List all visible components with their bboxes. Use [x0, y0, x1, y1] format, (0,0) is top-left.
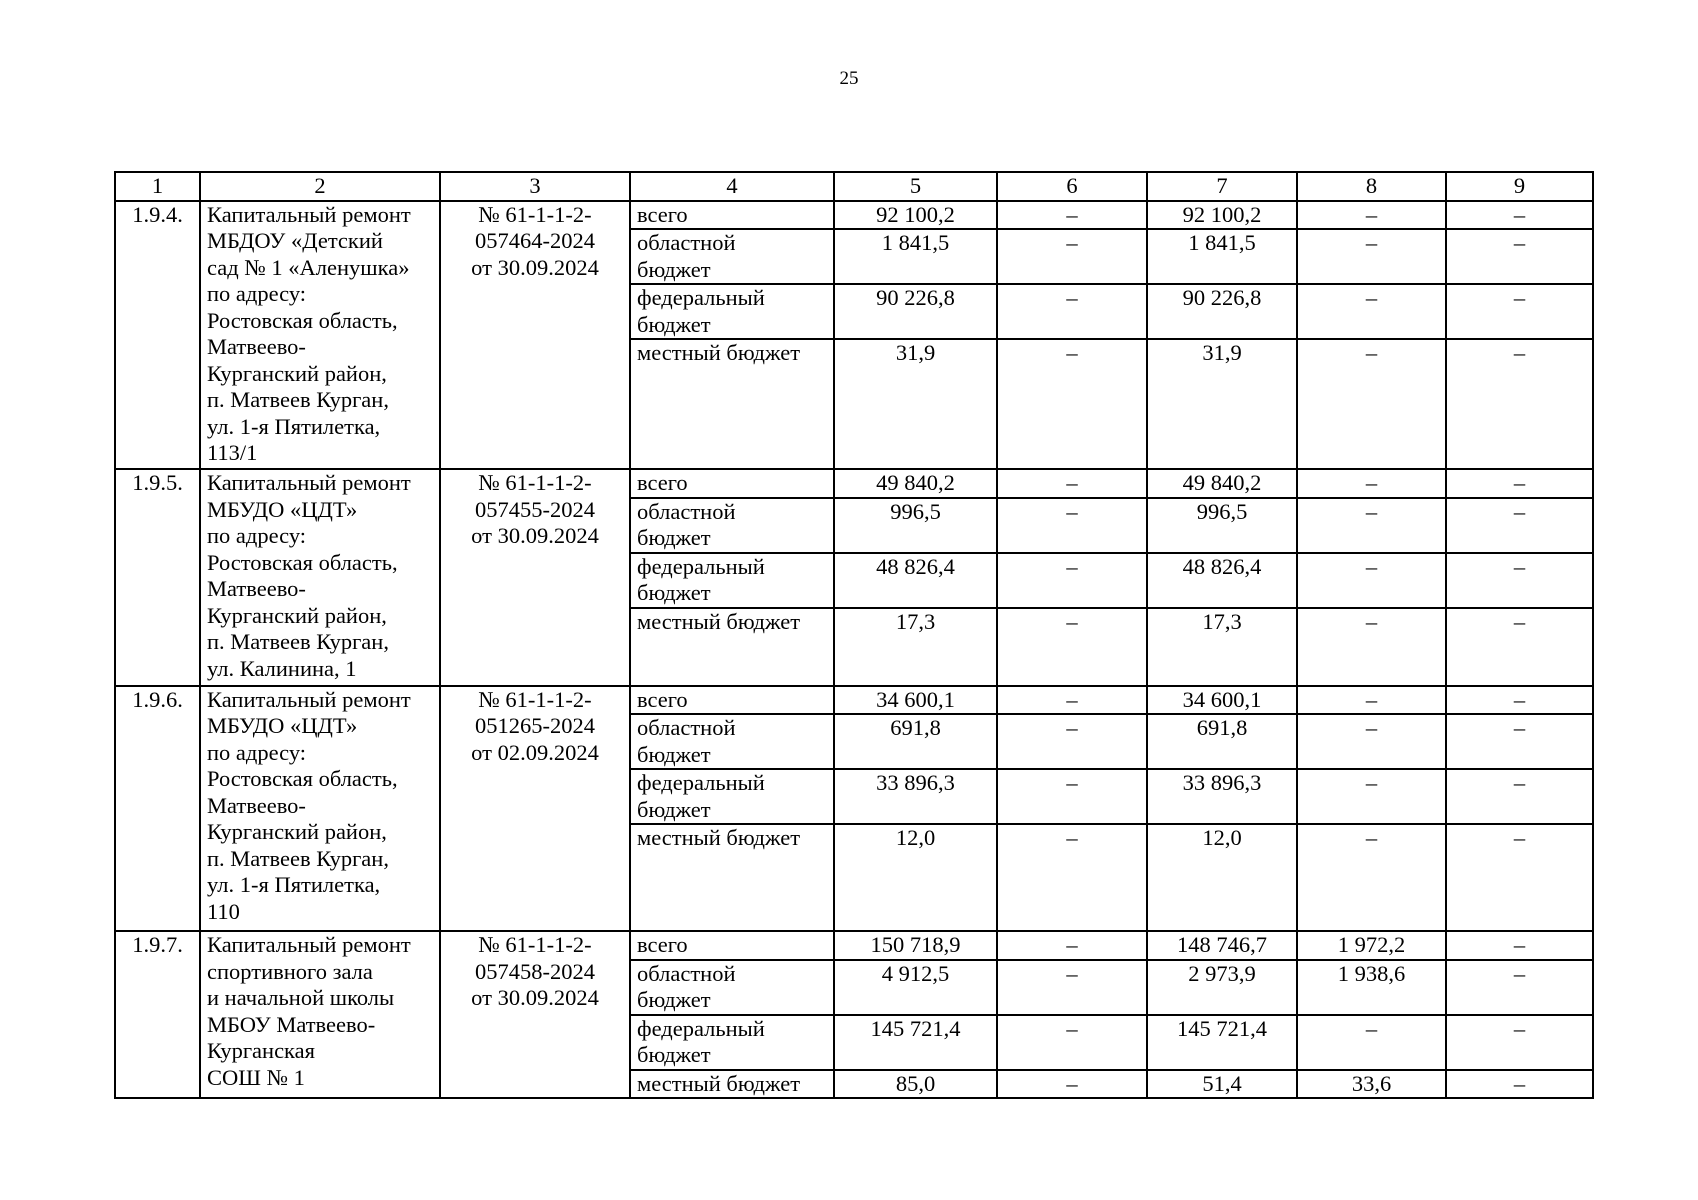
value-col-6: –: [997, 1070, 1147, 1099]
value-col-6: –: [997, 201, 1147, 230]
value-col-5: 34 600,1: [834, 686, 997, 715]
funding-source-line: местный бюджет: [637, 1070, 801, 1096]
value-col-9: –: [1446, 824, 1593, 931]
funding-source-line: всего: [637, 686, 688, 712]
object-line: по адресу:: [207, 739, 307, 765]
column-header-3: 3: [440, 172, 630, 201]
column-header-2: 2: [200, 172, 440, 201]
value-col-9: –: [1446, 769, 1593, 824]
value-col-5: 48 826,4: [834, 553, 997, 608]
value-col-7: 48 826,4: [1147, 553, 1297, 608]
funding-source: [630, 714, 834, 769]
funding-source: [630, 469, 834, 498]
value-col-6: –: [997, 824, 1147, 931]
column-header-8: 8: [1297, 172, 1446, 201]
object-line: Курганский район,: [207, 360, 387, 386]
object-line: Капитальный ремонт: [207, 470, 411, 495]
value-col-9: –: [1446, 469, 1593, 498]
column-header-6: 6: [997, 172, 1147, 201]
value-col-7: 31,9: [1147, 339, 1297, 469]
value-col-6: –: [997, 469, 1147, 498]
object-line: Курганский район,: [207, 819, 387, 844]
object-line: МБУДО «ЦДТ»: [207, 496, 358, 522]
object-line: Капитальный ремонт: [207, 686, 411, 712]
item-number: 1.9.6.: [115, 686, 200, 932]
value-col-9: –: [1446, 498, 1593, 553]
value-col-8: –: [1297, 498, 1446, 553]
object-line: ул. 1-я Пятилетка,: [207, 413, 381, 439]
value-col-5: 17,3: [834, 608, 997, 686]
object-line: Матвеево-: [207, 792, 306, 818]
table-row: [115, 931, 1593, 960]
value-col-9: –: [1446, 931, 1593, 960]
value-col-8: –: [1297, 284, 1446, 339]
value-col-7: 17,3: [1147, 608, 1297, 686]
object-line: Курганский район,: [207, 602, 387, 628]
object-line: и начальной школы: [207, 985, 395, 1010]
funding-source-line: бюджет: [637, 311, 711, 337]
value-col-8: –: [1297, 553, 1446, 608]
value-col-6: –: [997, 608, 1147, 686]
value-col-8: 1 938,6: [1297, 960, 1446, 1015]
funding-source-line: бюджет: [637, 987, 711, 1012]
value-col-7: 90 226,8: [1147, 284, 1297, 339]
value-col-8: –: [1297, 1015, 1446, 1070]
value-col-8: –: [1297, 714, 1446, 769]
value-col-8: –: [1297, 469, 1446, 498]
funding-source-line: бюджет: [637, 580, 711, 605]
object-line: Ростовская область,: [207, 307, 398, 333]
funding-source-line: областной: [637, 230, 736, 255]
value-col-8: 1 972,2: [1297, 931, 1446, 960]
value-col-7: 51,4: [1147, 1070, 1297, 1099]
value-col-6: –: [997, 960, 1147, 1015]
funding-source: [630, 960, 834, 1015]
value-col-5: 150 718,9: [834, 931, 997, 960]
value-col-6: –: [997, 498, 1147, 553]
registry-line: 057464-2024: [475, 228, 595, 253]
funding-source-line: бюджет: [637, 256, 711, 282]
value-col-6: –: [997, 229, 1147, 284]
column-header-4: 4: [630, 172, 834, 201]
value-col-9: –: [1446, 201, 1593, 230]
value-col-5: 90 226,8: [834, 284, 997, 339]
funding-source: [630, 769, 834, 824]
column-header-7: 7: [1147, 172, 1297, 201]
funding-source-line: федеральный: [637, 553, 765, 579]
object-line: Капитальный ремонт: [207, 932, 411, 957]
funding-source-line: бюджет: [637, 1042, 711, 1067]
funding-source: [630, 498, 834, 553]
funding-source-line: бюджет: [637, 741, 711, 767]
column-header-1: 1: [115, 172, 200, 201]
registry-number: [440, 469, 630, 686]
value-col-6: –: [997, 714, 1147, 769]
value-col-8: –: [1297, 824, 1446, 931]
value-col-7: 996,5: [1147, 498, 1297, 553]
object-line: 110: [207, 898, 240, 924]
table-row: [115, 469, 1593, 498]
registry-number: [440, 931, 630, 1098]
registry-line: от 30.09.2024: [471, 985, 599, 1010]
column-header-5: 5: [834, 172, 997, 201]
item-number: 1.9.7.: [115, 931, 200, 1098]
funding-source-line: всего: [637, 201, 688, 227]
value-col-8: 33,6: [1297, 1070, 1446, 1099]
value-col-7: 148 746,7: [1147, 931, 1297, 960]
value-col-9: –: [1446, 686, 1593, 715]
funding-source: [630, 229, 834, 284]
registry-line: 051265-2024: [475, 713, 595, 738]
value-col-6: –: [997, 553, 1147, 608]
funding-source-line: областной: [637, 960, 736, 986]
header-row: [115, 172, 1593, 201]
value-col-5: 4 912,5: [834, 960, 997, 1015]
value-col-6: –: [997, 339, 1147, 469]
object-line: по адресу:: [207, 281, 307, 306]
value-col-7: 34 600,1: [1147, 686, 1297, 715]
value-col-7: 49 840,2: [1147, 469, 1297, 498]
object-line: спортивного зала: [207, 958, 373, 984]
object-name: [200, 469, 440, 686]
funding-source-line: местный бюджет: [637, 340, 801, 365]
value-col-5: 12,0: [834, 824, 997, 931]
funding-source: [630, 1070, 834, 1099]
value-col-6: –: [997, 284, 1147, 339]
object-name: [200, 686, 440, 932]
value-col-5: 145 721,4: [834, 1015, 997, 1070]
column-header-9: 9: [1446, 172, 1593, 201]
funding-source: [630, 824, 834, 931]
object-line: Ростовская область,: [207, 766, 398, 791]
object-line: ул. Калинина, 1: [207, 655, 357, 681]
object-line: МБУДО «ЦДТ»: [207, 713, 358, 738]
table-row: [115, 686, 1593, 715]
funding-source-line: областной: [637, 715, 736, 740]
registry-line: № 61-1-1-2-: [478, 932, 592, 957]
registry-line: от 30.09.2024: [471, 523, 599, 548]
funding-source: [630, 686, 834, 715]
funding-source: [630, 284, 834, 339]
registry-line: от 30.09.2024: [471, 254, 599, 280]
object-line: МБДОУ «Детский: [207, 228, 383, 253]
value-col-8: –: [1297, 769, 1446, 824]
funding-source: [630, 931, 834, 960]
object-line: п. Матвеев Курган,: [207, 629, 389, 654]
funding-source-line: всего: [637, 470, 688, 495]
value-col-7: 145 721,4: [1147, 1015, 1297, 1070]
funding-source: [630, 1015, 834, 1070]
value-col-8: –: [1297, 686, 1446, 715]
value-col-9: –: [1446, 608, 1593, 686]
funding-source-line: бюджет: [637, 525, 711, 550]
value-col-5: 1 841,5: [834, 229, 997, 284]
value-col-8: –: [1297, 608, 1446, 686]
funding-source-line: федеральный: [637, 1015, 765, 1041]
object-line: Капитальный ремонт: [207, 201, 411, 227]
value-col-5: 33 896,3: [834, 769, 997, 824]
value-col-5: 49 840,2: [834, 469, 997, 498]
value-col-5: 691,8: [834, 714, 997, 769]
item-number: 1.9.5.: [115, 469, 200, 686]
value-col-6: –: [997, 686, 1147, 715]
value-col-9: –: [1446, 1015, 1593, 1070]
value-col-9: –: [1446, 339, 1593, 469]
value-col-6: –: [997, 1015, 1147, 1070]
table-row: [115, 201, 1593, 230]
value-col-5: 92 100,2: [834, 201, 997, 230]
value-col-6: –: [997, 931, 1147, 960]
registry-line: 057455-2024: [475, 496, 595, 522]
page-number: 25: [839, 68, 859, 89]
registry-line: 057458-2024: [475, 958, 595, 984]
value-col-9: –: [1446, 229, 1593, 284]
object-line: Ростовская область,: [207, 549, 398, 575]
value-col-5: 31,9: [834, 339, 997, 469]
value-col-5: 996,5: [834, 498, 997, 553]
value-col-8: –: [1297, 229, 1446, 284]
funding-source: [630, 553, 834, 608]
funding-source-line: местный бюджет: [637, 825, 801, 850]
funding-source-line: федеральный: [637, 285, 765, 310]
object-line: ул. 1-я Пятилетка,: [207, 872, 381, 897]
object-name: [200, 931, 440, 1098]
object-line: Курганская: [207, 1038, 315, 1063]
funding-source-line: бюджет: [637, 796, 711, 822]
value-col-5: 85,0: [834, 1070, 997, 1099]
object-line: Матвеево-: [207, 576, 306, 601]
funding-source: [630, 201, 834, 230]
value-col-7: 92 100,2: [1147, 201, 1297, 230]
object-line: п. Матвеев Курган,: [207, 387, 389, 412]
funding-source-line: областной: [637, 498, 736, 524]
value-col-8: –: [1297, 201, 1446, 230]
funding-source-line: федеральный: [637, 770, 765, 795]
object-line: 113/1: [207, 440, 258, 465]
value-col-9: –: [1446, 960, 1593, 1015]
registry-line: № 61-1-1-2-: [478, 201, 592, 227]
value-col-6: –: [997, 769, 1147, 824]
object-line: Матвеево-: [207, 334, 306, 359]
value-col-9: –: [1446, 553, 1593, 608]
registry-line: от 02.09.2024: [471, 739, 599, 765]
value-col-9: –: [1446, 284, 1593, 339]
object-line: МБОУ Матвеево-: [207, 1011, 376, 1037]
object-line: по адресу:: [207, 523, 307, 548]
value-col-7: 12,0: [1147, 824, 1297, 931]
value-col-9: –: [1446, 714, 1593, 769]
funding-source: [630, 608, 834, 686]
registry-line: № 61-1-1-2-: [478, 686, 592, 712]
registry-number: [440, 686, 630, 932]
object-line: п. Матвеев Курган,: [207, 845, 389, 871]
value-col-9: –: [1446, 1070, 1593, 1099]
value-col-7: 33 896,3: [1147, 769, 1297, 824]
budget-table: [114, 171, 1594, 1099]
funding-source: [630, 339, 834, 469]
funding-source-line: всего: [637, 932, 688, 957]
value-col-7: 2 973,9: [1147, 960, 1297, 1015]
object-name: [200, 201, 440, 470]
item-number: 1.9.4.: [115, 201, 200, 470]
object-line: СОШ № 1: [207, 1064, 305, 1090]
value-col-7: 1 841,5: [1147, 229, 1297, 284]
value-col-8: –: [1297, 339, 1446, 469]
registry-line: № 61-1-1-2-: [478, 470, 592, 495]
object-line: сад № 1 «Аленушка»: [207, 254, 410, 280]
funding-source-line: местный бюджет: [637, 608, 801, 634]
value-col-7: 691,8: [1147, 714, 1297, 769]
registry-number: [440, 201, 630, 470]
